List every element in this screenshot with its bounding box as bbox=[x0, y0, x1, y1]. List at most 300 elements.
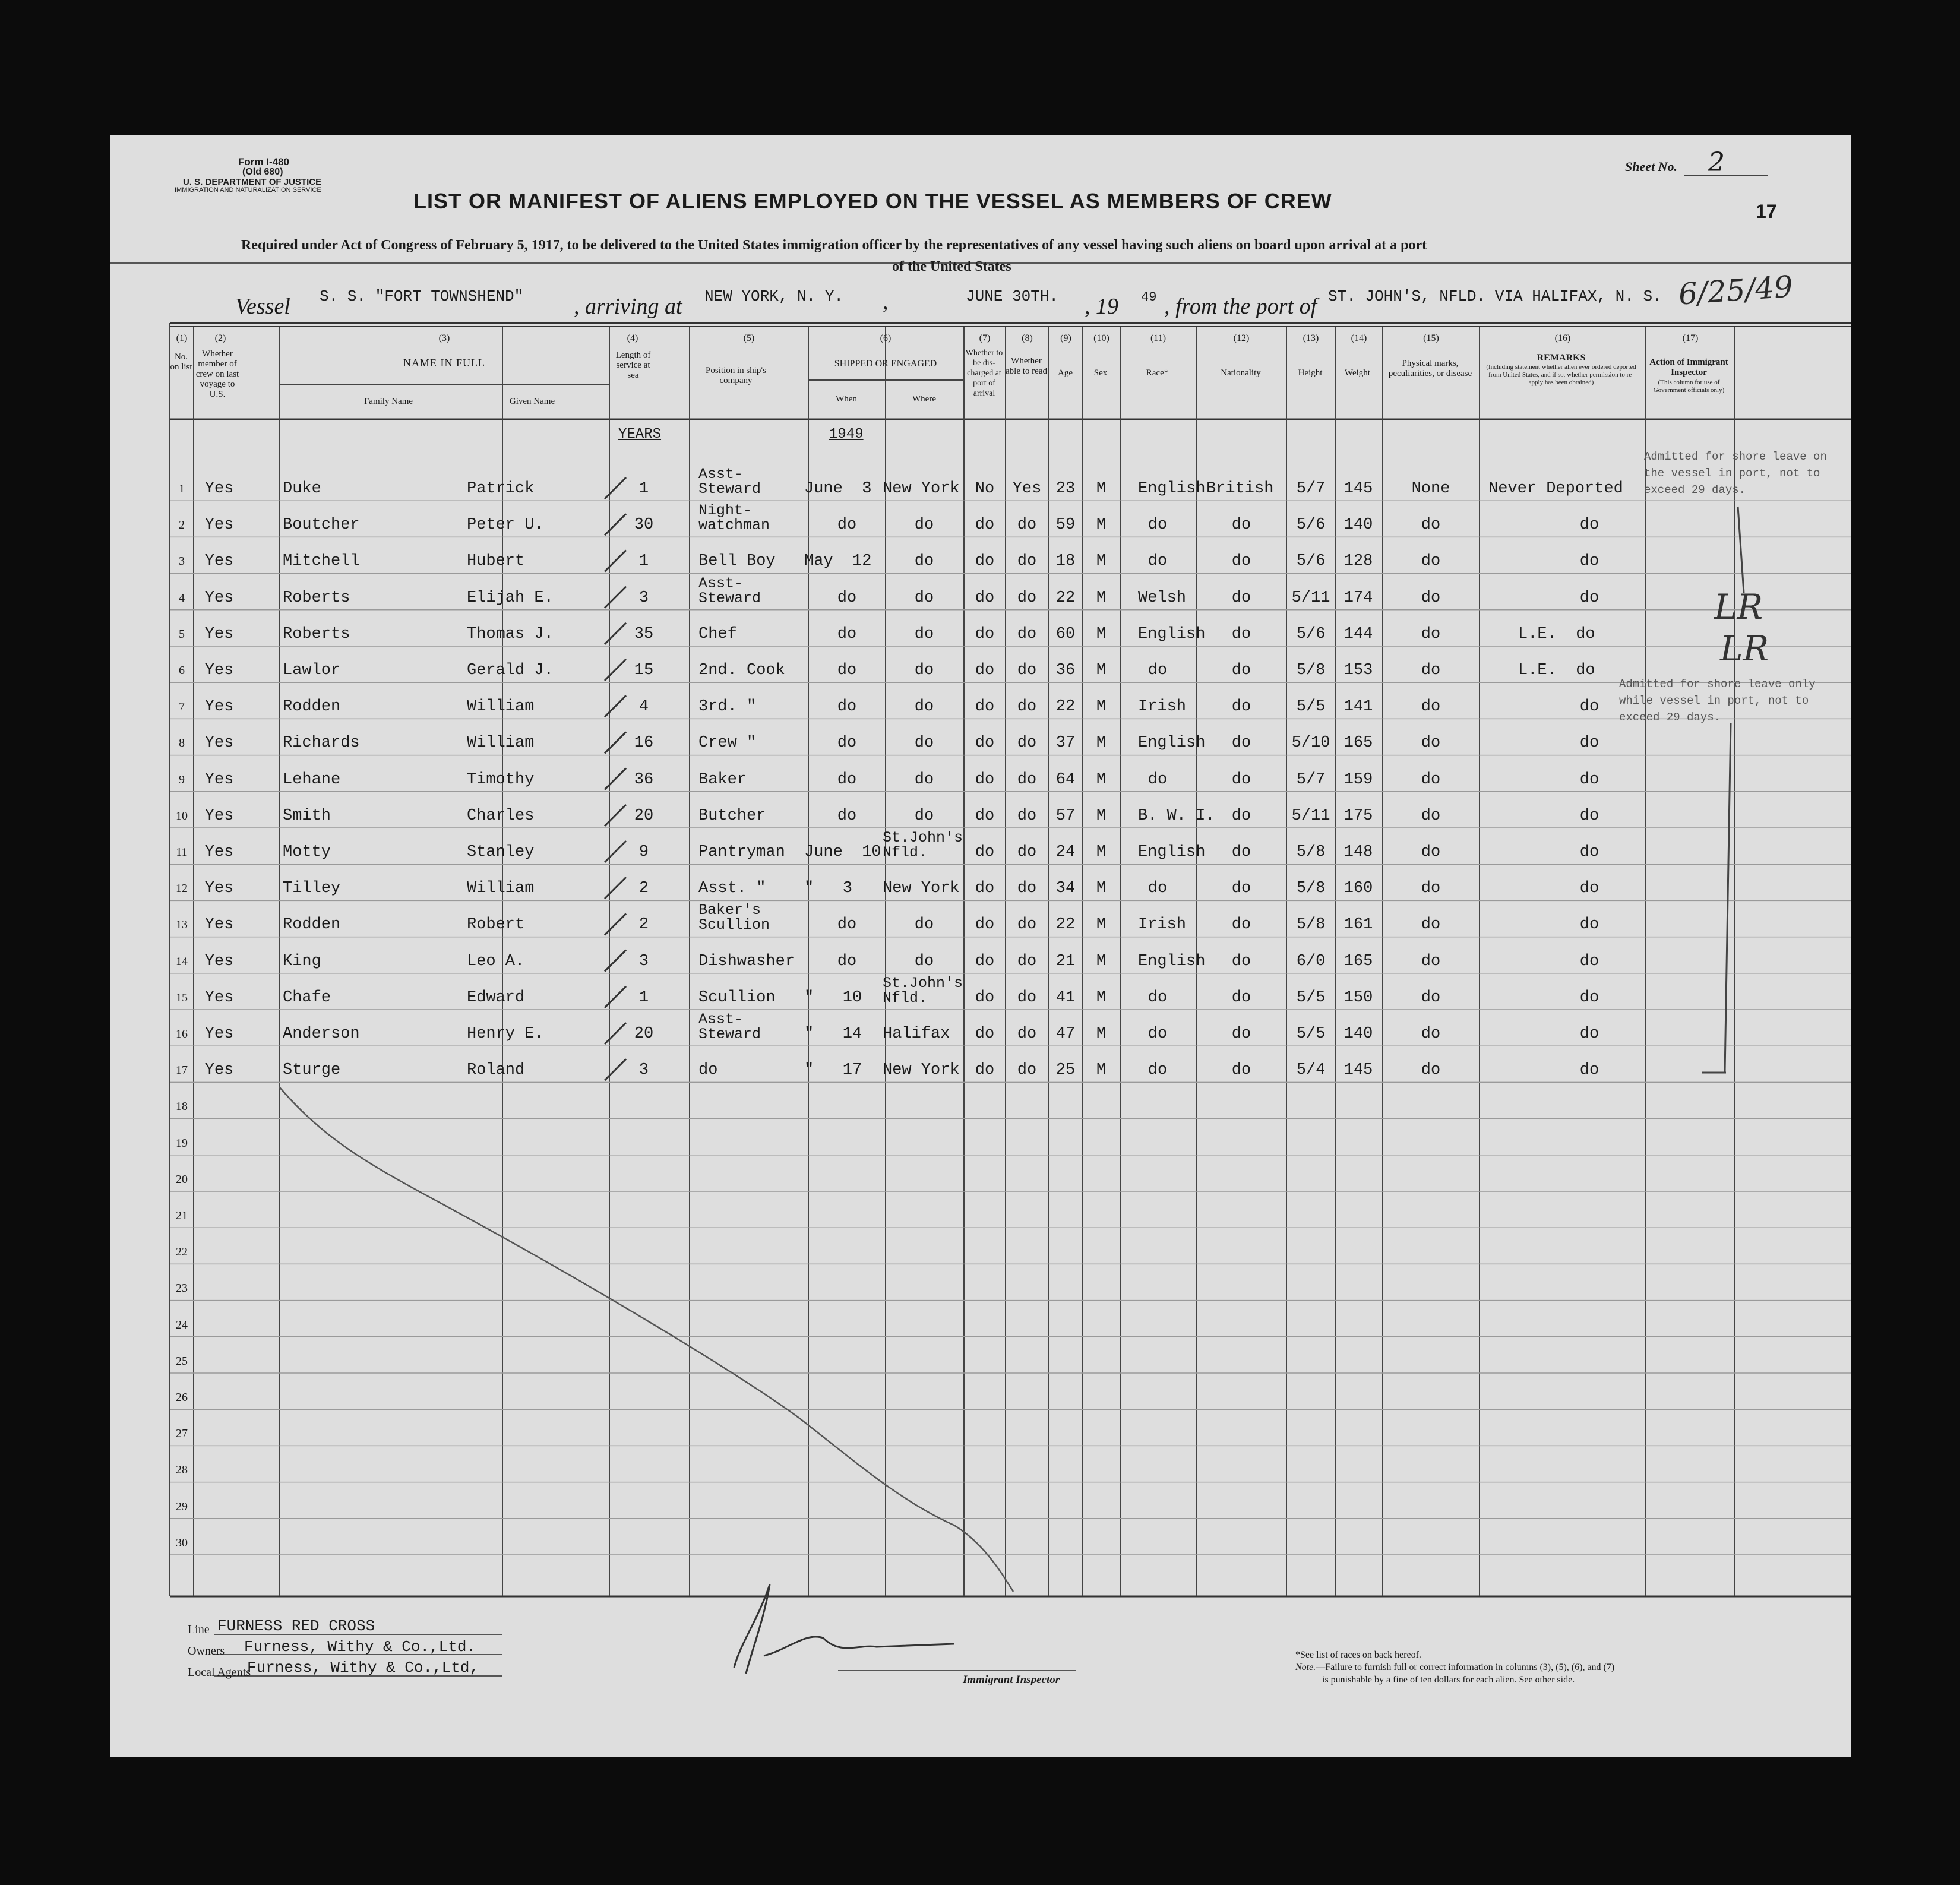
cell-nationality: do bbox=[1231, 625, 1251, 643]
cell-weight: 159 bbox=[1343, 770, 1373, 789]
cell-marks: do bbox=[1421, 516, 1441, 534]
cell-family: Duke bbox=[283, 480, 321, 498]
cell-position: Chef bbox=[698, 625, 737, 643]
manifest-page bbox=[110, 135, 1851, 1757]
col-number: (10) bbox=[1093, 333, 1109, 343]
cell-position: Butcher bbox=[698, 806, 766, 825]
cell-race: do bbox=[1147, 552, 1168, 571]
col-header-sex: Sex bbox=[1093, 368, 1108, 378]
arrival-date: JUNE 30TH. bbox=[966, 287, 1059, 305]
cell-nationality: British bbox=[1206, 480, 1274, 498]
cell-given: Charles bbox=[467, 806, 535, 825]
inspector-note-1: Admitted for shore leave on the vessel in port, not to exceed 29 days. bbox=[1644, 450, 1827, 496]
cell-given: Leo A. bbox=[467, 952, 525, 970]
cell-nationality: do bbox=[1231, 516, 1251, 534]
cell-weight: 160 bbox=[1343, 880, 1373, 898]
cell-age: 36 bbox=[1055, 662, 1076, 679]
cell-given: Gerald J. bbox=[467, 662, 554, 679]
departure-port: ST. JOHN'S, NFLD. VIA HALIFAX, N. S. bbox=[1328, 287, 1662, 305]
cell-height: 5/10 bbox=[1291, 734, 1330, 752]
cell-sex: M bbox=[1096, 843, 1107, 861]
cell-discharged: do bbox=[975, 988, 995, 1007]
cell-weight: 148 bbox=[1343, 843, 1373, 861]
cell-race: do bbox=[1147, 880, 1168, 898]
inspector-mark-2: LR bbox=[1720, 628, 1769, 669]
cell-age: 25 bbox=[1055, 1061, 1076, 1080]
cell-prev: Yes bbox=[204, 880, 234, 898]
col-header-read: Whether able to read bbox=[1006, 356, 1047, 376]
cell-prev: Yes bbox=[204, 770, 234, 789]
cell-height: 5/8 bbox=[1296, 662, 1326, 679]
cell-sex: M bbox=[1096, 734, 1107, 752]
cell-weight: 153 bbox=[1343, 662, 1373, 679]
cell-marks: do bbox=[1421, 1025, 1441, 1043]
cell-position: Night- watchman bbox=[698, 502, 770, 534]
cell-given: Elijah E. bbox=[467, 589, 554, 607]
form-old-number: (Old 680) bbox=[242, 167, 283, 177]
cell-discharged: do bbox=[975, 698, 995, 716]
cell-family: Lawlor bbox=[283, 662, 341, 679]
cell-age: 21 bbox=[1055, 952, 1076, 970]
cell-service: 1 bbox=[638, 988, 649, 1007]
col-number: (7) bbox=[979, 333, 991, 343]
sheet-number: 2 bbox=[1708, 147, 1725, 178]
cell-read: do bbox=[1017, 1025, 1037, 1043]
row-number: 24 bbox=[176, 1318, 188, 1331]
cell-prev: Yes bbox=[204, 589, 234, 607]
cell-marks: do bbox=[1421, 552, 1441, 571]
cell-discharged: do bbox=[975, 734, 995, 752]
inspector-label: Immigrant Inspector bbox=[963, 1674, 1060, 1686]
cell-where: St.John's Nfld. bbox=[883, 829, 963, 861]
cell-given: Robert bbox=[467, 916, 525, 934]
line-value: FURNESS RED CROSS bbox=[217, 1617, 375, 1635]
cell-prev: Yes bbox=[204, 988, 234, 1007]
row-number: 13 bbox=[176, 918, 188, 932]
cell-read: do bbox=[1017, 734, 1037, 752]
cell-prev: Yes bbox=[204, 698, 234, 716]
row-number: 20 bbox=[176, 1172, 188, 1186]
col-header-height: Height bbox=[1298, 368, 1323, 378]
col-number: (14) bbox=[1351, 333, 1367, 343]
cell-where: do bbox=[914, 770, 934, 789]
cell-family: Tilley bbox=[283, 880, 341, 898]
arriving-label: , arriving at bbox=[574, 294, 682, 319]
cell-height: 5/6 bbox=[1296, 552, 1326, 571]
cell-race: English bbox=[1138, 734, 1206, 752]
cell-position: Asst- Steward bbox=[698, 1011, 761, 1043]
row-number: 25 bbox=[176, 1354, 188, 1368]
cell-age: 18 bbox=[1055, 552, 1076, 571]
manifest-subtitle-1: Required under Act of Congress of February 5, 1917, to be delivered to the United States immigration officer by the representatives of any vessel having such aliens on board upon arrival at a port bbox=[241, 238, 1427, 253]
cell-read: do bbox=[1017, 516, 1037, 534]
cell-prev: Yes bbox=[204, 734, 234, 752]
cell-sex: M bbox=[1096, 952, 1107, 970]
col-header-shipped: SHIPPED OR ENGAGED bbox=[834, 359, 937, 369]
cell-when: May 12 bbox=[804, 552, 872, 571]
manifest-subtitle-2: of the United States bbox=[892, 259, 1011, 274]
cell-read: do bbox=[1017, 625, 1037, 643]
cell-when: do bbox=[837, 516, 857, 534]
cell-race: Welsh bbox=[1138, 589, 1187, 607]
cell-family: Rodden bbox=[283, 698, 341, 716]
cell-when: " 3 bbox=[804, 880, 853, 898]
cell-when: do bbox=[837, 770, 857, 789]
cell-read: do bbox=[1017, 880, 1037, 898]
cell-marks: do bbox=[1421, 770, 1441, 789]
row-number: 21 bbox=[176, 1209, 188, 1222]
cell-read: do bbox=[1017, 952, 1037, 970]
cell-given: William bbox=[467, 698, 535, 716]
cell-sex: M bbox=[1096, 625, 1107, 643]
cell-given: Patrick bbox=[467, 480, 535, 498]
col-header-service: Length of service at sea bbox=[615, 350, 651, 380]
row-number: 28 bbox=[176, 1463, 188, 1477]
cell-discharged: do bbox=[975, 806, 995, 825]
cell-when: do bbox=[837, 734, 857, 752]
cell-family: Richards bbox=[283, 734, 360, 752]
cell-nationality: do bbox=[1231, 552, 1251, 571]
cell-race: Irish bbox=[1138, 698, 1187, 716]
cell-remarks: do bbox=[1579, 806, 1599, 825]
cell-marks: do bbox=[1421, 806, 1441, 825]
row-number: 16 bbox=[176, 1027, 188, 1040]
cell-service: 3 bbox=[638, 589, 649, 607]
cell-service: 2 bbox=[638, 880, 649, 898]
cell-age: 41 bbox=[1055, 988, 1076, 1007]
col-header-action-note: (This column for use of Government officials only) bbox=[1653, 379, 1725, 394]
cell-height: 5/5 bbox=[1296, 698, 1326, 716]
cell-service: 9 bbox=[638, 843, 649, 861]
col-header-given: Given Name bbox=[509, 397, 555, 406]
cell-marks: do bbox=[1421, 734, 1441, 752]
cell-service: 36 bbox=[634, 770, 654, 789]
cell-weight: 140 bbox=[1343, 1025, 1373, 1043]
cell-discharged: do bbox=[975, 770, 995, 789]
col-header-nationality: Nationality bbox=[1221, 368, 1261, 378]
cell-family: Roberts bbox=[283, 625, 350, 643]
row-number: 6 bbox=[179, 664, 185, 677]
cell-remarks: do bbox=[1579, 880, 1599, 898]
cell-service: 20 bbox=[634, 1025, 654, 1043]
cell-position: Bell Boy bbox=[698, 552, 776, 571]
row-number: 8 bbox=[179, 736, 185, 750]
cell-service: 35 bbox=[634, 625, 654, 643]
cell-discharged: do bbox=[975, 1061, 995, 1080]
cell-sex: M bbox=[1096, 1025, 1107, 1043]
cell-race: B. W. I. bbox=[1138, 806, 1215, 825]
cell-when: " 17 bbox=[804, 1061, 862, 1080]
year-suffix: 49 bbox=[1141, 290, 1157, 305]
cell-family: Motty bbox=[283, 843, 331, 861]
cell-position: 3rd. " bbox=[698, 698, 757, 716]
col-number: (4) bbox=[627, 333, 638, 343]
cell-race: do bbox=[1147, 988, 1168, 1007]
cell-weight: 165 bbox=[1343, 734, 1373, 752]
cell-given: William bbox=[467, 734, 535, 752]
cell-sex: M bbox=[1096, 589, 1107, 607]
col-header-prev-voyage: Whether member of crew on last voyage to U.S. bbox=[195, 349, 239, 399]
cell-nationality: do bbox=[1231, 916, 1251, 934]
col-number: (15) bbox=[1423, 333, 1439, 343]
cell-height: 5/8 bbox=[1296, 916, 1326, 934]
cell-remarks: do bbox=[1579, 734, 1599, 752]
cell-service: 3 bbox=[638, 952, 649, 970]
cell-age: 24 bbox=[1055, 843, 1076, 861]
cell-race: English bbox=[1138, 480, 1206, 498]
cell-position: Asst- Steward bbox=[698, 466, 761, 498]
cell-sex: M bbox=[1096, 516, 1107, 534]
row-number: 14 bbox=[176, 954, 188, 968]
cell-given: Timothy bbox=[467, 770, 535, 789]
cell-discharged: do bbox=[975, 843, 995, 861]
cell-age: 22 bbox=[1055, 698, 1076, 716]
cell-height: 5/8 bbox=[1296, 843, 1326, 861]
cell-where: do bbox=[914, 698, 934, 716]
cell-marks: do bbox=[1421, 880, 1441, 898]
vessel-name: S. S. "FORT TOWNSHEND" bbox=[320, 287, 524, 305]
cell-discharged: do bbox=[975, 552, 995, 571]
row-number: 9 bbox=[179, 773, 185, 786]
cell-race: Irish bbox=[1138, 916, 1187, 934]
cell-weight: 145 bbox=[1343, 1061, 1373, 1080]
cell-race: do bbox=[1147, 1061, 1168, 1080]
cell-prev: Yes bbox=[204, 843, 234, 861]
cell-nationality: do bbox=[1231, 988, 1251, 1007]
cell-when: June 10 bbox=[804, 843, 881, 861]
cell-nationality: do bbox=[1231, 843, 1251, 861]
col-number: (17) bbox=[1682, 333, 1699, 343]
cell-prev: Yes bbox=[204, 662, 234, 679]
cell-remarks: do bbox=[1579, 698, 1599, 716]
cell-when: do bbox=[837, 625, 857, 643]
cell-where: do bbox=[914, 734, 934, 752]
cell-prev: Yes bbox=[204, 516, 234, 534]
years-marker: YEARS bbox=[618, 426, 662, 442]
cell-read: do bbox=[1017, 1061, 1037, 1080]
cell-race: do bbox=[1147, 662, 1168, 679]
cell-given: Peter U. bbox=[467, 516, 544, 534]
form-number: Form I-480 bbox=[238, 156, 289, 167]
row-number: 1 bbox=[179, 482, 185, 495]
cell-sex: M bbox=[1096, 480, 1107, 498]
cell-prev: Yes bbox=[204, 1025, 234, 1043]
cell-nationality: do bbox=[1231, 698, 1251, 716]
cell-weight: 161 bbox=[1343, 916, 1373, 934]
cell-when: do bbox=[837, 806, 857, 825]
cell-family: Boutcher bbox=[283, 516, 360, 534]
cell-discharged: do bbox=[975, 880, 995, 898]
col-header-remarks: REMARKS bbox=[1537, 353, 1586, 363]
cell-remarks: do bbox=[1579, 552, 1599, 571]
cell-service: 16 bbox=[634, 734, 654, 752]
cell-service: 1 bbox=[638, 480, 649, 498]
cell-remarks: do bbox=[1579, 516, 1599, 534]
col-number: (9) bbox=[1060, 333, 1071, 343]
row-number: 5 bbox=[179, 627, 185, 641]
cell-height: 5/5 bbox=[1296, 988, 1326, 1007]
cell-service: 15 bbox=[634, 662, 654, 679]
col-number: (16) bbox=[1554, 333, 1571, 343]
cell-remarks: do bbox=[1579, 843, 1599, 861]
col-header-weight: Weight bbox=[1345, 368, 1370, 378]
cell-given: Edward bbox=[467, 988, 525, 1007]
cell-discharged: do bbox=[975, 1025, 995, 1043]
col-number: (1) bbox=[176, 333, 188, 343]
cell-where: do bbox=[914, 662, 934, 679]
cancel-line bbox=[279, 1087, 1013, 1592]
cell-position: Scullion bbox=[698, 988, 776, 1007]
cell-weight: 144 bbox=[1343, 625, 1373, 643]
cell-prev: Yes bbox=[204, 916, 234, 934]
cell-family: Smith bbox=[283, 806, 331, 825]
cell-family: Mitchell bbox=[283, 552, 360, 571]
cell-read: do bbox=[1017, 770, 1037, 789]
sheet-number-underline bbox=[1684, 173, 1768, 177]
cell-family: Rodden bbox=[283, 916, 341, 934]
cell-sex: M bbox=[1096, 662, 1107, 679]
cell-when: do bbox=[837, 662, 857, 679]
cell-where: do bbox=[914, 625, 934, 643]
cell-sex: M bbox=[1096, 880, 1107, 898]
cell-remarks: do bbox=[1579, 1061, 1599, 1080]
cell-service: 4 bbox=[638, 698, 649, 716]
cell-given: Hubert bbox=[467, 552, 525, 571]
cell-given: William bbox=[467, 880, 535, 898]
service-name: IMMIGRATION AND NATURALIZATION SERVICE bbox=[175, 186, 321, 194]
cell-family: Anderson bbox=[283, 1025, 360, 1043]
cell-nationality: do bbox=[1231, 806, 1251, 825]
row-number: 17 bbox=[176, 1064, 188, 1077]
cell-weight: 140 bbox=[1343, 516, 1373, 534]
cell-weight: 141 bbox=[1343, 698, 1373, 716]
cell-sex: M bbox=[1096, 698, 1107, 716]
races-note: *See list of races on back hereof. bbox=[1295, 1650, 1421, 1660]
cell-nationality: do bbox=[1231, 662, 1251, 679]
cell-weight: 150 bbox=[1343, 988, 1373, 1007]
cell-service: 2 bbox=[638, 916, 649, 934]
col-header-when: When bbox=[836, 394, 857, 404]
cell-height: 5/6 bbox=[1296, 516, 1326, 534]
col-number: (6) bbox=[880, 333, 892, 343]
col-header-position: Position in ship's company bbox=[706, 366, 766, 385]
cell-read: do bbox=[1017, 916, 1037, 934]
cell-age: 64 bbox=[1055, 770, 1076, 789]
cell-prev: Yes bbox=[204, 480, 234, 498]
row-number: 15 bbox=[176, 991, 188, 1004]
cell-position: Asst- Steward bbox=[698, 574, 761, 607]
cell-where: do bbox=[914, 952, 934, 970]
line-label: Line bbox=[188, 1623, 210, 1636]
cell-height: 5/6 bbox=[1296, 625, 1326, 643]
cell-sex: M bbox=[1096, 916, 1107, 934]
cell-read: do bbox=[1017, 698, 1037, 716]
cell-remarks: do bbox=[1579, 1025, 1599, 1043]
cell-position: do bbox=[698, 1061, 718, 1080]
cell-position: Pantryman bbox=[698, 843, 785, 861]
inspector-signature bbox=[734, 1584, 954, 1674]
cell-race: do bbox=[1147, 1025, 1168, 1043]
cell-race: English bbox=[1138, 843, 1206, 861]
cell-height: 5/11 bbox=[1291, 589, 1330, 607]
manifest-title: LIST OR MANIFEST OF ALIENS EMPLOYED ON THE VESSEL AS MEMBERS OF CREW bbox=[413, 189, 1332, 213]
row-number: 3 bbox=[179, 555, 185, 568]
cell-when: June 3 bbox=[804, 480, 872, 498]
cell-sex: M bbox=[1096, 1061, 1107, 1080]
col-number: (13) bbox=[1303, 333, 1319, 343]
cell-sex: M bbox=[1096, 552, 1107, 571]
cell-race: do bbox=[1147, 770, 1168, 789]
cell-race: do bbox=[1147, 516, 1168, 534]
cell-discharged: No bbox=[975, 480, 995, 498]
owners-label: Owners bbox=[188, 1644, 225, 1658]
cell-family: Chafe bbox=[283, 988, 331, 1007]
cell-prev: Yes bbox=[204, 806, 234, 825]
col-header-where: Where bbox=[912, 394, 936, 404]
col-header-age: Age bbox=[1058, 368, 1073, 378]
cell-nationality: do bbox=[1231, 734, 1251, 752]
cell-height: 5/7 bbox=[1296, 480, 1326, 498]
agents-value: Furness, Withy & Co.,Ltd, bbox=[247, 1659, 479, 1677]
cell-discharged: do bbox=[975, 589, 995, 607]
row-number: 30 bbox=[176, 1536, 188, 1549]
row-number: 22 bbox=[176, 1245, 188, 1259]
cell-marks: None bbox=[1411, 480, 1450, 498]
cell-nationality: do bbox=[1231, 880, 1251, 898]
row-number: 4 bbox=[179, 591, 185, 605]
cell-height: 5/4 bbox=[1296, 1061, 1326, 1080]
cell-age: 60 bbox=[1055, 625, 1076, 643]
cell-discharged: do bbox=[975, 516, 995, 534]
cell-age: 34 bbox=[1055, 880, 1076, 898]
cell-marks: do bbox=[1421, 916, 1441, 934]
cell-position: Dishwasher bbox=[698, 952, 795, 970]
cell-where: St.John's Nfld. bbox=[883, 974, 963, 1007]
department-name: U. S. DEPARTMENT OF JUSTICE bbox=[183, 177, 322, 187]
cell-height: 5/5 bbox=[1296, 1025, 1326, 1043]
cell-marks: do bbox=[1421, 589, 1441, 607]
cell-given: Thomas J. bbox=[467, 625, 554, 643]
cell-service: 1 bbox=[638, 552, 649, 571]
row-number: 11 bbox=[176, 846, 188, 859]
inspector-note-2: Admitted for shore leave only while vessel in port, not to exceed 29 days. bbox=[1619, 678, 1816, 724]
stamp-date: 6/25/49 bbox=[1677, 269, 1794, 312]
cell-when: do bbox=[837, 698, 857, 716]
cell-read: Yes bbox=[1012, 480, 1042, 498]
agents-label: Local Agents bbox=[188, 1666, 251, 1679]
col-header-family: Family Name bbox=[363, 397, 413, 406]
cell-remarks: L.E. do bbox=[1518, 662, 1595, 679]
col-header-name: NAME IN FULL bbox=[403, 357, 485, 369]
cell-discharged: do bbox=[975, 952, 995, 970]
cell-where: New York bbox=[883, 480, 960, 498]
col-header-remarks-note: (Including statement whether alien ever ordered deported from United States, and if so, whether permission to re-apply has been obtained) bbox=[1486, 363, 1636, 386]
fine-note-2: is punishable by a fine of ten dollars for each alien. See other side. bbox=[1322, 1675, 1575, 1685]
col-number: (11) bbox=[1150, 333, 1166, 343]
col-header-action: Action of Immigrant Inspector bbox=[1649, 358, 1728, 377]
cell-service: 3 bbox=[638, 1061, 649, 1080]
note-label: Note. bbox=[1295, 1662, 1316, 1672]
row-number: 7 bbox=[179, 700, 185, 714]
cell-remarks: do bbox=[1579, 988, 1599, 1007]
cell-age: 37 bbox=[1055, 734, 1076, 752]
cell-where: do bbox=[914, 552, 934, 571]
cell-family: King bbox=[283, 952, 321, 970]
cell-age: 47 bbox=[1055, 1025, 1076, 1043]
cell-sex: M bbox=[1096, 806, 1107, 825]
cell-family: Sturge bbox=[283, 1061, 341, 1080]
cell-read: do bbox=[1017, 552, 1037, 571]
